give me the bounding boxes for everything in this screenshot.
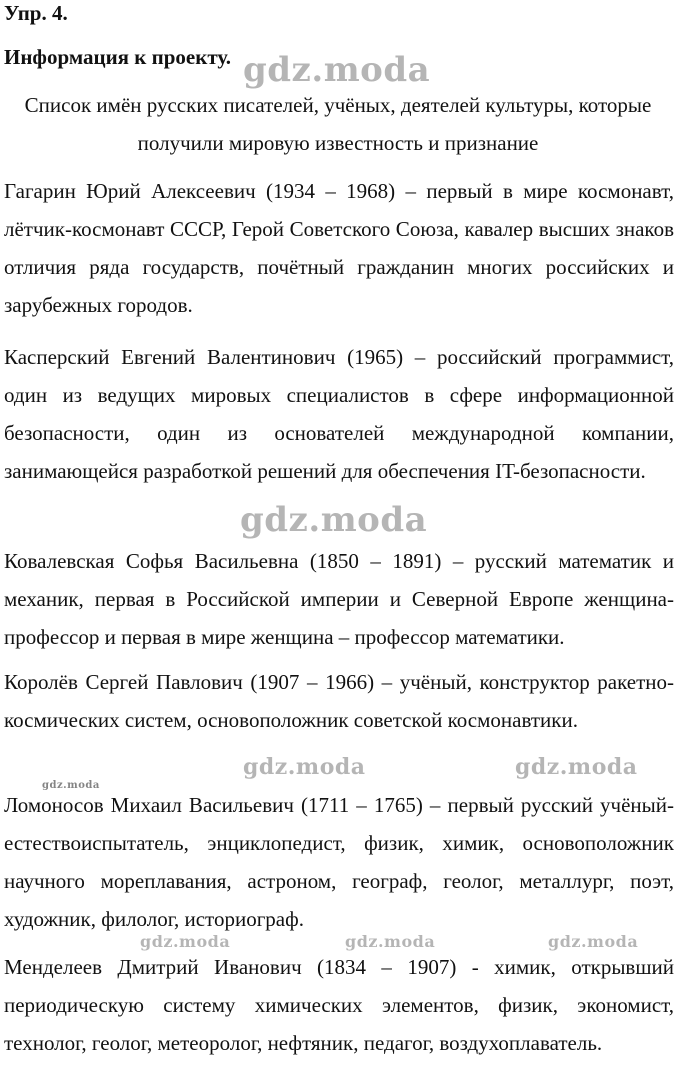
subtitle-line-2: получили мировую известность и признание	[137, 131, 539, 155]
entry-mendeleev: Менделеев Дмитрий Иванович (1834 – 1907) - химик, открывший периодическую систему химических элементов, физик, экономист, технолог, геолог, метеоролог, нефтяник, педагог, воздухоплаватель.	[4, 955, 674, 1055]
watermark: gdz.moda	[548, 932, 639, 951]
entry-gagarin: Гагарин Юрий Алексеевич (1934 – 1968) – первый в мире космонавт, лётчик-космонавт СССР, Герой Советского Союза, кавалер высших знаков отличия ряда государств, почётный гражданин многих российских и зарубежных городов.	[4, 179, 674, 317]
watermark: gdz.moda	[42, 780, 100, 791]
exercise-number: Упр. 4.	[4, 1, 68, 25]
info-title: Информация к проекту.	[4, 45, 232, 69]
entry-lomonosov: Ломоносов Михаил Васильевич (1711 – 1765) – первый русский учёный-естествоиспытатель, энциклопедист, физик, химик, основоположник научного мореплавания, астроном, географ, геолог, металлург, поэт, художник, филолог, историограф.	[4, 793, 674, 931]
watermark: gdz.moda	[515, 754, 638, 780]
list-subtitle	[0, 86, 676, 162]
watermark: gdz.moda	[240, 500, 428, 540]
watermark: gdz.moda	[243, 754, 366, 780]
subtitle-line-1: Список имён русских писателей, учёных, деятелей культуры, которые	[24, 93, 652, 117]
watermark: gdz.moda	[243, 50, 431, 90]
entry-kaspersky: Касперский Евгений Валентинович (1965) – российский программист, один из ведущих мировых специалистов в сфере информационной безопасности, один из основателей международной компании, занимающейся разработкой решений для обеспечения IT-безопасности.	[4, 345, 674, 483]
entry-korolev: Королёв Сергей Павлович (1907 – 1966) – учёный, конструктор ракетно-космических систем, основоположник советской космонавтики.	[4, 670, 674, 732]
entry-kovalevskaya: Ковалевская Софья Васильевна (1850 – 1891) – русский математик и механик, первая в Российской империи и Северной Европе женщина-профессор и первая в мире женщина – профессор математики.	[4, 549, 674, 649]
watermark: gdz.moda	[140, 932, 231, 951]
watermark: gdz.moda	[345, 932, 436, 951]
